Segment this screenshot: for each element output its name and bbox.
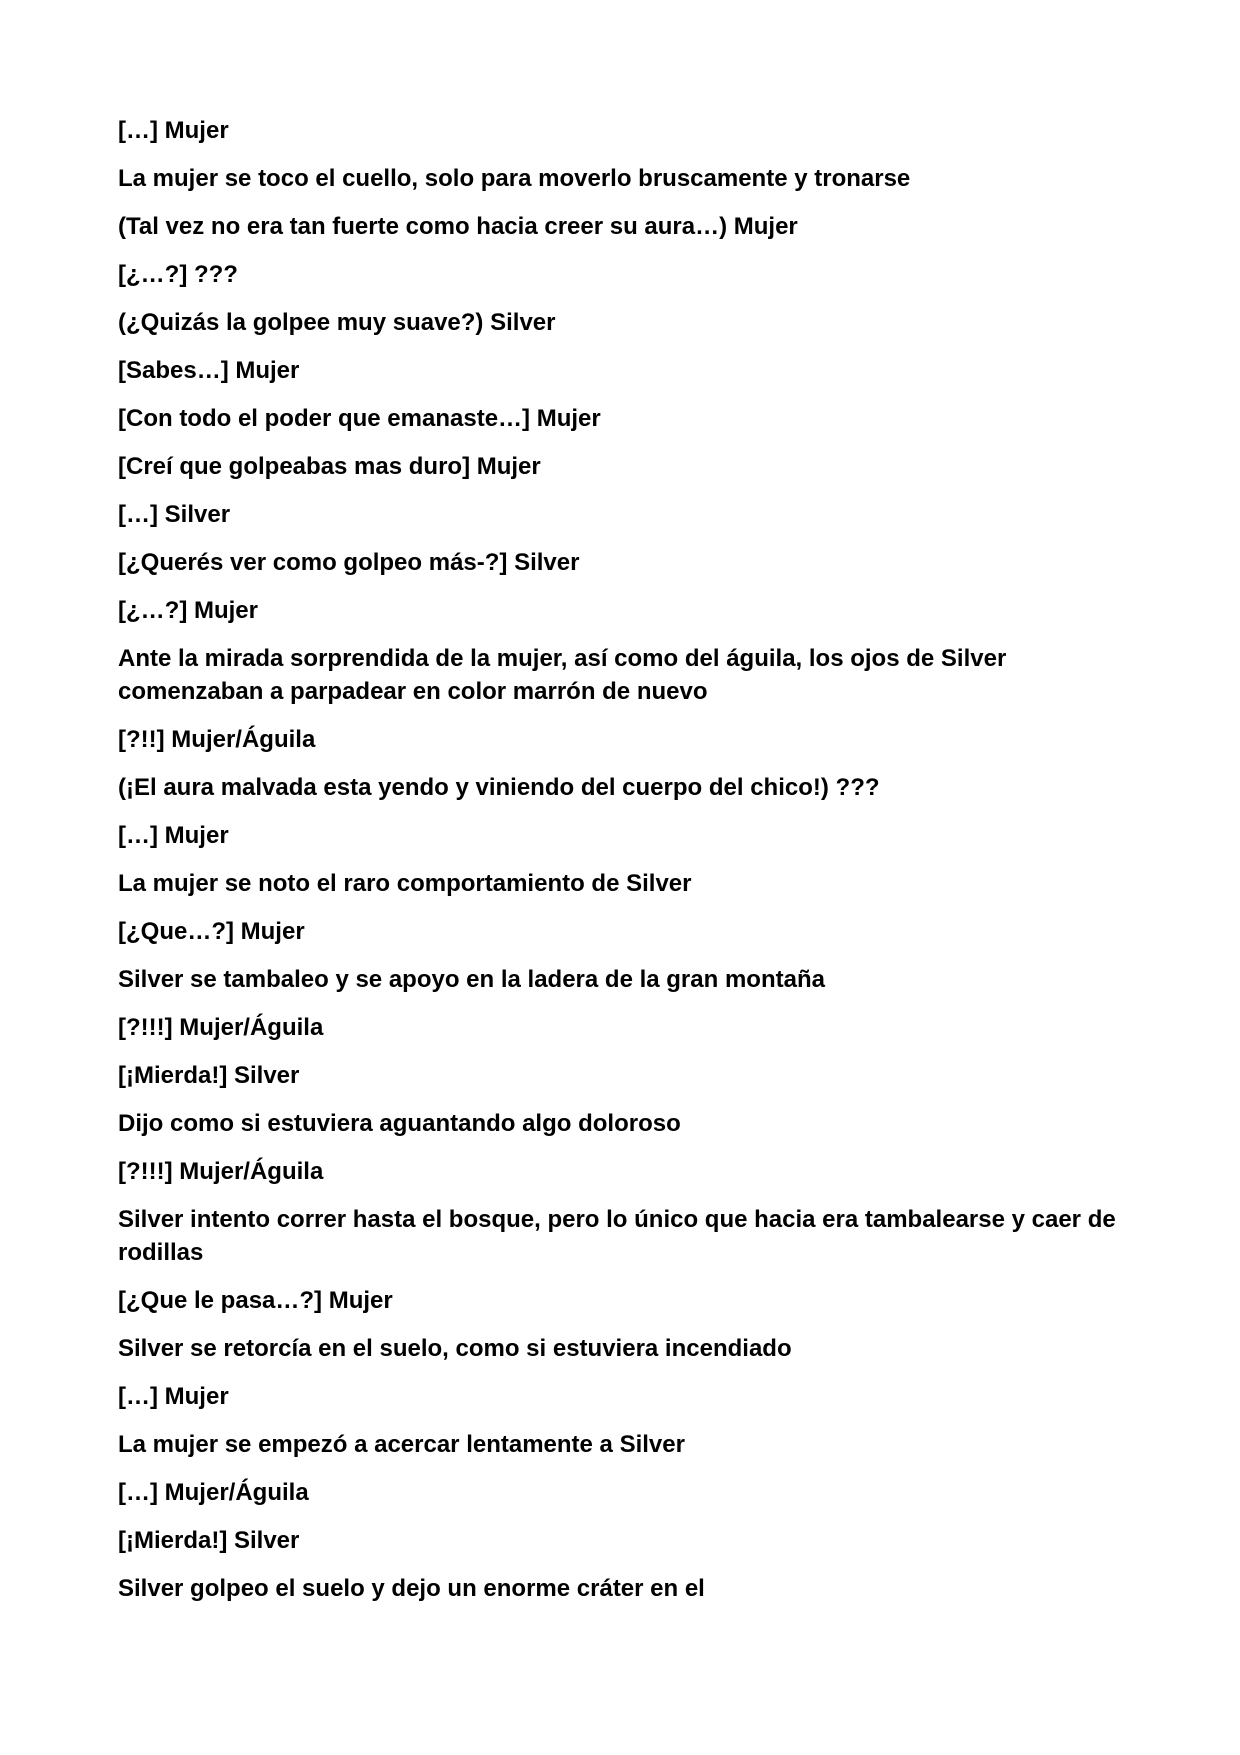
paragraph: [Sabes…] Mujer	[118, 357, 300, 384]
paragraph: [Con todo el poder que emanaste…] Mujer	[118, 405, 601, 432]
paragraph: [?!!] Mujer/Águila	[118, 726, 316, 753]
paragraph: [¡Mierda!] Silver	[118, 1527, 300, 1554]
paragraph: [¡Mierda!] Silver	[118, 1062, 300, 1089]
paragraph: Dijo como si estuviera aguantando algo doloroso	[118, 1110, 681, 1137]
document-body	[118, 114, 1128, 1620]
paragraph: (¡El aura malvada esta yendo y viniendo del cuerpo del chico!) ???	[118, 774, 880, 801]
paragraph: [¿Que…?] Mujer	[118, 918, 305, 945]
paragraph: Silver intento correr hasta el bosque, pero lo único que hacia era tambalearse y caer de rodillas	[118, 1206, 1116, 1266]
paragraph: […] Mujer	[118, 1383, 229, 1410]
paragraph: Ante la mirada sorprendida de la mujer, así como del águila, los ojos de Silver comenzaban a parpadear en color marrón de nuevo	[118, 645, 1007, 705]
paragraph: […] Mujer/Águila	[118, 1479, 309, 1506]
paragraph: Silver golpeo el suelo y dejo un enorme cráter en el	[118, 1575, 705, 1602]
paragraph: Silver se retorcía en el suelo, como si estuviera incendiado	[118, 1335, 792, 1362]
paragraph: La mujer se noto el raro comportamiento de Silver	[118, 870, 692, 897]
paragraph: […] Mujer	[118, 822, 229, 849]
paragraph: [Creí que golpeabas mas duro] Mujer	[118, 453, 541, 480]
paragraph: [?!!!] Mujer/Águila	[118, 1158, 324, 1185]
paragraph: Silver se tambaleo y se apoyo en la ladera de la gran montaña	[118, 966, 825, 993]
paragraph: La mujer se toco el cuello, solo para moverlo bruscamente y tronarse	[118, 165, 911, 192]
paragraph: [¿Querés ver como golpeo más-?] Silver	[118, 549, 580, 576]
paragraph: La mujer se empezó a acercar lentamente a Silver	[118, 1431, 685, 1458]
paragraph: [¿Que le pasa…?] Mujer	[118, 1287, 393, 1314]
paragraph: […] Mujer	[118, 117, 229, 144]
paragraph: […] Silver	[118, 501, 231, 528]
paragraph: (¿Quizás la golpee muy suave?) Silver	[118, 309, 556, 336]
paragraph: [?!!!] Mujer/Águila	[118, 1014, 324, 1041]
paragraph: [¿…?] Mujer	[118, 597, 258, 624]
paragraph: [¿…?] ???	[118, 261, 238, 288]
paragraph: (Tal vez no era tan fuerte como hacia creer su aura…) Mujer	[118, 213, 798, 240]
